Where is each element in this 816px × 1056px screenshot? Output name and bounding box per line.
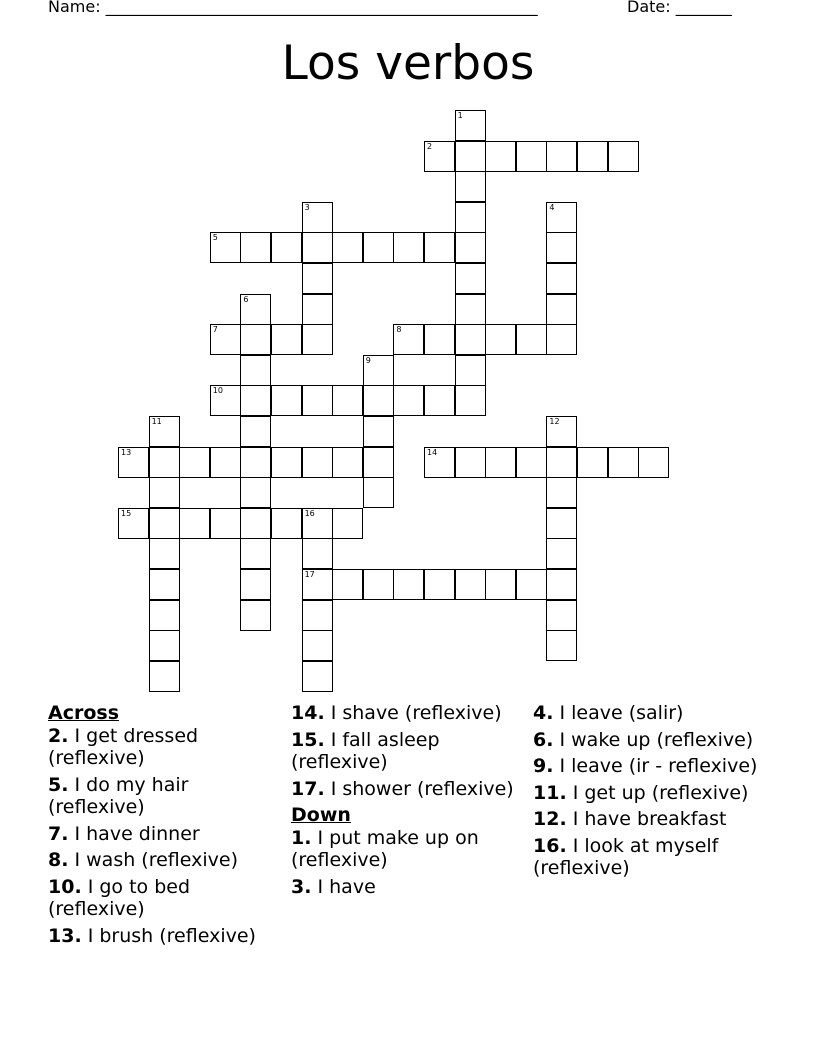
clue-number: 7. bbox=[48, 822, 69, 845]
grid-cell[interactable] bbox=[363, 569, 394, 600]
clue-item bbox=[48, 774, 283, 819]
grid-cell[interactable] bbox=[332, 508, 363, 539]
grid-cell[interactable] bbox=[424, 447, 455, 478]
grid-cell[interactable] bbox=[149, 447, 180, 478]
grid-cell[interactable] bbox=[546, 508, 577, 539]
clue-number: 16. bbox=[533, 834, 567, 857]
clue-number: 13. bbox=[48, 924, 82, 947]
clue-number: 2. bbox=[48, 724, 69, 747]
grid-cell[interactable] bbox=[546, 416, 577, 447]
grid-cell[interactable] bbox=[302, 324, 333, 355]
clue-number: 10. bbox=[48, 875, 82, 898]
clue-number: 4 bbox=[549, 202, 555, 212]
grid-cell[interactable] bbox=[485, 141, 516, 172]
grid-cell[interactable] bbox=[485, 569, 516, 600]
grid-cell[interactable] bbox=[455, 294, 486, 325]
grid-cell[interactable] bbox=[546, 324, 577, 355]
grid-cell[interactable] bbox=[393, 232, 424, 263]
clue-number: 5. bbox=[48, 773, 69, 796]
clue-number: 14. bbox=[291, 702, 325, 724]
clue-number: 13 bbox=[121, 447, 132, 457]
grid-cell[interactable] bbox=[149, 508, 180, 539]
grid-cell[interactable] bbox=[240, 447, 271, 478]
clue-item bbox=[533, 755, 768, 778]
grid-cell[interactable] bbox=[179, 508, 210, 539]
grid-cell[interactable] bbox=[149, 661, 180, 692]
grid-cell[interactable] bbox=[149, 416, 180, 447]
clue-item bbox=[533, 702, 768, 725]
clue-number: 17 bbox=[304, 570, 315, 579]
grid-cell[interactable] bbox=[455, 171, 486, 202]
grid-cell[interactable] bbox=[240, 416, 271, 447]
grid-cell[interactable] bbox=[363, 385, 394, 416]
grid-cell[interactable] bbox=[240, 477, 271, 508]
clue-number: 16 bbox=[304, 508, 315, 518]
clue-number: 15 bbox=[121, 508, 132, 518]
grid-cell[interactable] bbox=[577, 447, 608, 478]
grid-cell[interactable] bbox=[393, 385, 424, 416]
grid-cell[interactable] bbox=[332, 232, 363, 263]
name-field-label: Name: ______________________________________________________ bbox=[48, 0, 538, 16]
clue-number: 9 bbox=[365, 355, 371, 365]
grid-cell[interactable] bbox=[546, 141, 577, 172]
grid-cell[interactable] bbox=[546, 447, 577, 478]
clue-item bbox=[533, 808, 768, 831]
grid-cell[interactable] bbox=[546, 569, 577, 600]
grid-cell[interactable] bbox=[210, 508, 241, 539]
grid-cell[interactable] bbox=[302, 447, 333, 478]
grid-cell[interactable] bbox=[424, 324, 455, 355]
grid-cell[interactable] bbox=[455, 385, 486, 416]
grid-cell[interactable] bbox=[608, 141, 639, 172]
grid-cell[interactable] bbox=[363, 232, 394, 263]
grid-cell[interactable] bbox=[455, 569, 486, 600]
clue-item bbox=[533, 835, 768, 880]
clue-number: 2 bbox=[427, 141, 433, 151]
grid-cell[interactable] bbox=[424, 385, 455, 416]
grid-cell[interactable] bbox=[516, 324, 547, 355]
grid-cell[interactable] bbox=[210, 447, 241, 478]
grid-cell[interactable] bbox=[332, 569, 363, 600]
clue-item bbox=[48, 725, 283, 770]
grid-cell[interactable] bbox=[516, 141, 547, 172]
grid-cell[interactable] bbox=[240, 324, 271, 355]
grid-cell[interactable] bbox=[149, 630, 180, 661]
clue-text: I leave (ir - reflexive) bbox=[553, 755, 758, 777]
grid-cell[interactable] bbox=[485, 324, 516, 355]
grid-cell[interactable] bbox=[271, 447, 302, 478]
grid-cell[interactable] bbox=[546, 294, 577, 325]
clue-number: 11 bbox=[151, 417, 162, 426]
grid-cell[interactable] bbox=[271, 232, 302, 263]
grid-cell[interactable] bbox=[240, 294, 271, 325]
clues-column-1 bbox=[48, 702, 283, 951]
clue-text: I brush (reflexive) bbox=[81, 924, 256, 947]
grid-cell[interactable] bbox=[302, 263, 333, 294]
grid-cell[interactable] bbox=[332, 385, 363, 416]
grid-cell[interactable] bbox=[455, 447, 486, 478]
grid-cell[interactable] bbox=[455, 324, 486, 355]
grid-cell[interactable] bbox=[302, 385, 333, 416]
clue-number: 8 bbox=[396, 325, 402, 335]
grid-cell[interactable] bbox=[546, 263, 577, 294]
clue-text: I get up (reflexive) bbox=[566, 781, 749, 804]
grid-cell[interactable] bbox=[455, 141, 486, 172]
clue-text: I have dinner bbox=[68, 822, 200, 845]
clue-text: I wake up (reflexive) bbox=[553, 728, 754, 751]
grid-cell[interactable] bbox=[424, 232, 455, 263]
grid-cell[interactable] bbox=[271, 385, 302, 416]
grid-cell[interactable] bbox=[363, 447, 394, 478]
grid-cell[interactable] bbox=[240, 232, 271, 263]
clue-text: I have breakfast bbox=[566, 808, 727, 830]
grid-cell[interactable] bbox=[608, 447, 639, 478]
page-title: Los verbos bbox=[281, 36, 535, 91]
grid-cell[interactable] bbox=[302, 232, 333, 263]
clue-text: I go to bed (reflexive) bbox=[48, 875, 191, 920]
grid-cell[interactable] bbox=[302, 294, 333, 325]
clue-text: I shower (reflexive) bbox=[324, 777, 514, 800]
grid-cell[interactable] bbox=[546, 232, 577, 263]
grid-cell[interactable] bbox=[210, 385, 241, 416]
clue-item bbox=[48, 876, 283, 921]
grid-cell[interactable] bbox=[546, 600, 577, 631]
grid-cell[interactable] bbox=[302, 202, 333, 233]
grid-cell[interactable] bbox=[271, 508, 302, 539]
clue-text: I get dressed (reflexive) bbox=[48, 724, 199, 769]
clue-item bbox=[533, 729, 768, 752]
across-heading: Across bbox=[48, 702, 120, 724]
grid-cell[interactable] bbox=[455, 232, 486, 263]
clue-text: I leave (salir) bbox=[553, 702, 684, 724]
clue-item bbox=[291, 876, 526, 899]
clue-number: 17. bbox=[291, 777, 325, 800]
clues-column-2 bbox=[291, 702, 526, 902]
clue-number: 1. bbox=[291, 826, 312, 849]
grid-cell[interactable] bbox=[118, 508, 149, 539]
clue-item bbox=[291, 778, 526, 801]
grid-cell[interactable] bbox=[240, 569, 271, 600]
grid-cell[interactable] bbox=[393, 324, 424, 355]
clue-item bbox=[48, 925, 283, 948]
grid-cell[interactable] bbox=[577, 141, 608, 172]
grid-cell[interactable] bbox=[302, 538, 333, 569]
grid-cell[interactable] bbox=[149, 569, 180, 600]
clue-item bbox=[291, 702, 526, 725]
clue-number: 11. bbox=[533, 781, 567, 804]
clue-item bbox=[48, 849, 283, 872]
clue-text: I put make up on (reflexive) bbox=[291, 826, 479, 871]
grid-cell[interactable] bbox=[546, 202, 577, 233]
grid-cell[interactable] bbox=[363, 355, 394, 386]
grid-cell[interactable] bbox=[424, 141, 455, 172]
clue-number: 7 bbox=[212, 325, 218, 335]
grid-cell[interactable] bbox=[240, 538, 271, 569]
clue-number: 4. bbox=[533, 702, 554, 724]
grid-cell[interactable] bbox=[455, 263, 486, 294]
clue-number: 10 bbox=[212, 386, 223, 396]
grid-cell[interactable] bbox=[210, 324, 241, 355]
clue-item bbox=[48, 823, 283, 846]
clue-item bbox=[533, 782, 768, 805]
clue-text: I have bbox=[311, 875, 376, 898]
grid-cell[interactable] bbox=[455, 202, 486, 233]
clue-number: 14 bbox=[427, 447, 438, 457]
grid-cell[interactable] bbox=[638, 447, 669, 478]
grid-cell[interactable] bbox=[363, 477, 394, 508]
grid-cell[interactable] bbox=[210, 232, 241, 263]
grid-cell[interactable] bbox=[149, 538, 180, 569]
clue-number: 12. bbox=[533, 808, 567, 830]
grid-cell[interactable] bbox=[302, 508, 333, 539]
date-field-label: Date: _______ bbox=[627, 0, 732, 16]
grid-cell[interactable] bbox=[546, 477, 577, 508]
grid-cell[interactable] bbox=[302, 569, 333, 600]
clue-number: 8. bbox=[48, 849, 69, 871]
grid-cell[interactable] bbox=[546, 538, 577, 569]
grid-cell[interactable] bbox=[240, 600, 271, 631]
grid-cell[interactable] bbox=[393, 569, 424, 600]
grid-cell[interactable] bbox=[118, 447, 149, 478]
clue-text: I fall asleep (reflexive) bbox=[291, 728, 440, 773]
grid-cell[interactable] bbox=[302, 630, 333, 661]
clue-number: 3. bbox=[291, 875, 312, 898]
grid-cell[interactable] bbox=[332, 447, 363, 478]
clue-number: 6 bbox=[243, 294, 249, 304]
clue-text: I wash (reflexive) bbox=[68, 849, 238, 871]
clues-column-3 bbox=[533, 702, 768, 884]
clue-item bbox=[291, 729, 526, 774]
clue-text: I look at myself (reflexive) bbox=[533, 834, 719, 879]
grid-cell[interactable] bbox=[149, 600, 180, 631]
grid-cell[interactable] bbox=[179, 447, 210, 478]
grid-cell[interactable] bbox=[240, 508, 271, 539]
grid-cell[interactable] bbox=[363, 416, 394, 447]
clue-number: 3 bbox=[304, 202, 310, 212]
grid-cell[interactable] bbox=[271, 324, 302, 355]
grid-cell[interactable] bbox=[302, 661, 333, 692]
clue-number: 5 bbox=[212, 233, 218, 243]
clue-number: 6. bbox=[533, 728, 554, 751]
clue-text: I shave (reflexive) bbox=[324, 702, 502, 724]
clue-number: 1 bbox=[457, 111, 463, 120]
grid-cell[interactable] bbox=[424, 569, 455, 600]
grid-cell[interactable] bbox=[149, 477, 180, 508]
clue-number: 9. bbox=[533, 755, 554, 777]
grid-cell[interactable] bbox=[516, 569, 547, 600]
grid-cell[interactable] bbox=[546, 630, 577, 661]
clue-text: I do my hair (reflexive) bbox=[48, 773, 189, 818]
grid-cell[interactable] bbox=[516, 447, 547, 478]
grid-cell[interactable] bbox=[455, 355, 486, 386]
grid-cell[interactable] bbox=[485, 447, 516, 478]
grid-cell[interactable] bbox=[455, 110, 486, 141]
grid-cell[interactable] bbox=[302, 600, 333, 631]
down-heading: Down bbox=[291, 804, 351, 826]
grid-cell[interactable] bbox=[240, 385, 271, 416]
clue-number: 12 bbox=[549, 417, 560, 426]
grid-cell[interactable] bbox=[240, 355, 271, 386]
clue-number: 15. bbox=[291, 728, 325, 751]
clue-item bbox=[291, 827, 526, 872]
